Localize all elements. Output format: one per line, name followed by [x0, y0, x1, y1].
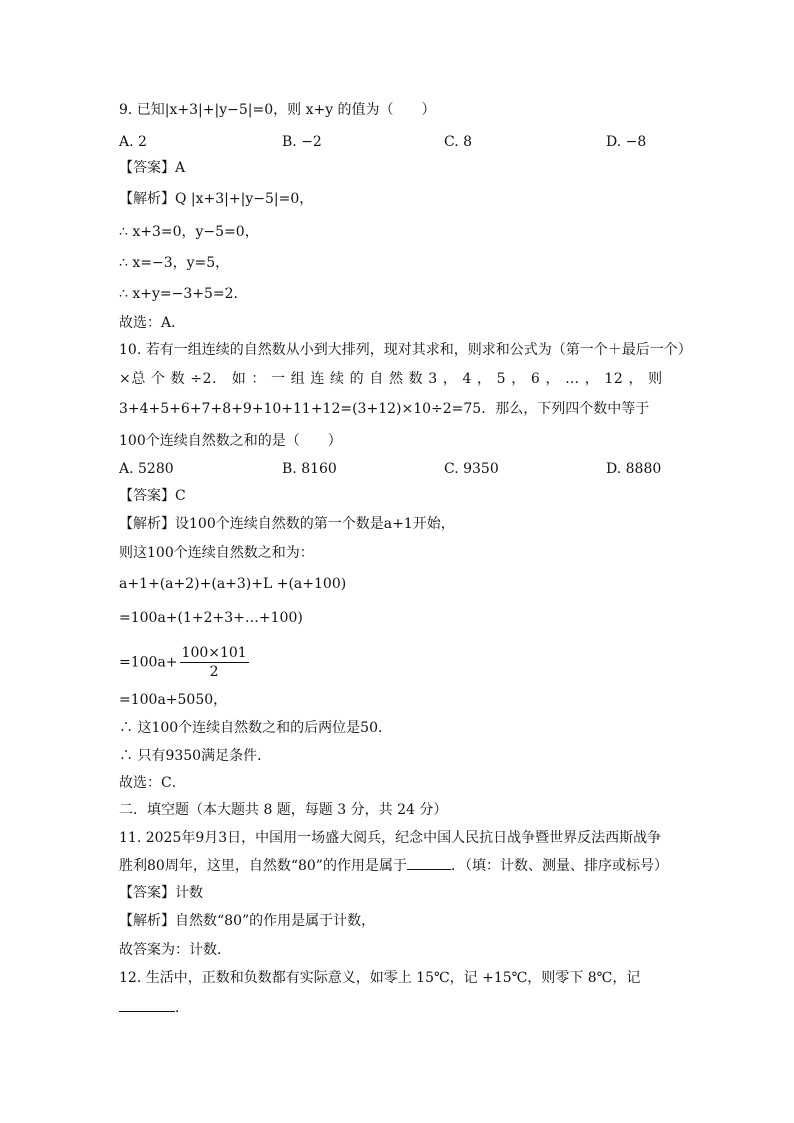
answer-blank — [407, 855, 451, 870]
q10-stem-line: ×总 个 数 ÷2． 如 ： 一 组 连 续 的 自 然 数 3 ， 4 ， 5 ， 6 ， … ， 12 ， 则 — [119, 371, 663, 387]
q9-analysis-line: 【解析】Q |x+3|+|y−5|=0， — [119, 191, 314, 207]
q10-stem-line: 100个连续自然数之和的是（ ） — [119, 433, 342, 449]
q10-option-a: A. 5280 — [119, 461, 174, 477]
q9-stem: 9. 已知|x+3|+|y−5|=0，则 x+y 的值为（ ） — [119, 102, 436, 118]
q10-analysis-line: ∴ 这100个连续自然数之和的后两位是50． — [119, 720, 392, 736]
section-heading: 二．填空题（本大题共 8 题，每题 3 分，共 24 分） — [119, 802, 448, 818]
q11-stem-text: 胜利80周年，这里，自然数“80”的作用是属于 — [119, 858, 407, 874]
q11-stem-line: 11. 2025年9月3日，中国用一场盛大阅兵，纪念中国人民抗日战争暨世界反法西斯战争 — [119, 830, 662, 846]
q10-analysis-line: ∴ 只有9350满足条件． — [119, 748, 272, 764]
q9-option-c: C. 8 — [444, 134, 473, 150]
q10-stem-line: 10. 若有一组连续的自然数从小到大排列，现对其求和，则求和公式为（第一个＋最后一个） — [119, 342, 692, 358]
fraction-denominator: 2 — [209, 664, 219, 680]
q10-stem-line: 3+4+5+6+7+8+9+10+11+12=(3+12)×10÷2=75．那么，下列四个数中等于 — [119, 401, 650, 417]
q10-option-b: B. 8160 — [282, 461, 337, 477]
q10-option-c: C. 9350 — [444, 461, 499, 477]
q11-stem-line-2 — [119, 855, 668, 876]
q10-analysis-line: 则这100个连续自然数之和为： — [119, 545, 314, 561]
answer-blank — [119, 997, 175, 1012]
q9-analysis-line: ∴ x=−3，y=5， — [119, 255, 230, 271]
q9-answer: 【答案】A — [119, 160, 186, 176]
q9-analysis-line: ∴ x+3=0，y−5=0， — [119, 224, 259, 240]
q11-stem-text: ．（填：计数、测量、排序或标号） — [450, 858, 668, 874]
q9-analysis-line: ∴ x+y=−3+5=2． — [119, 286, 248, 302]
q12-stem-line: 12. 生活中，正数和负数都有实际意义，如零上 15℃，记 +15℃，则零下 8℃，记 — [119, 970, 641, 986]
q9-option-d: D. −8 — [606, 134, 647, 150]
q10-answer: 【答案】C — [119, 488, 186, 504]
q10-analysis-line: a+1+(a+2)+(a+3)+L +(a+100) — [119, 576, 347, 592]
q10-option-d: D. 8880 — [606, 461, 662, 477]
q10-analysis-line: 【解析】设100个连续自然数的第一个数是a+1开始， — [119, 516, 455, 532]
q10-analysis-line: =100a+(1+2+3+…+100) — [119, 610, 303, 626]
fraction-numerator: 100×101 — [181, 645, 247, 661]
q10-analysis-line: 故选：C． — [119, 775, 186, 791]
q11-answer: 【答案】计数 — [119, 885, 203, 901]
q10-analysis-prefix: =100a+ — [119, 654, 178, 671]
q9-analysis-line: 故选：A． — [119, 315, 186, 331]
q9-option-b: B. −2 — [282, 134, 322, 150]
q11-analysis-line: 【解析】自然数“80”的作用是属于计数， — [119, 913, 376, 929]
q11-analysis-line: 故答案为：计数． — [119, 942, 231, 958]
q10-analysis-line: =100a+5050， — [119, 692, 228, 708]
q10-analysis-fraction-line — [119, 644, 251, 684]
q12-stem-line-2 — [119, 997, 189, 1018]
q12-stem-text: ． — [175, 1000, 189, 1016]
q9-option-a: A. 2 — [119, 134, 147, 150]
fraction — [180, 644, 249, 681]
